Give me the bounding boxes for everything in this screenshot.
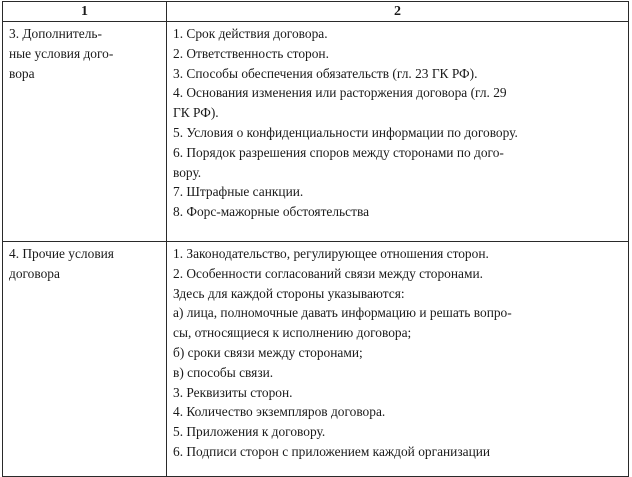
row-2-content-line: 5. Приложения к договору. xyxy=(173,424,326,440)
row-2-content-line: Здесь для каждой стороны указываются: xyxy=(173,285,405,301)
row-1-content-line: ГК РФ). xyxy=(173,105,219,121)
row-2-section-line: договора xyxy=(9,265,60,281)
row-1-content-line: 8. Форс-мажорные обстоятельства xyxy=(173,204,370,220)
row-1-section-line: ные условия дого- xyxy=(9,45,114,61)
row-1-content-line: 2. Ответственность сторон. xyxy=(173,45,329,61)
row-2-content-line: 4. Количество экземпляров договора. xyxy=(173,404,386,420)
header-col-2: 2 xyxy=(167,2,629,22)
row-2-section-line: 4. Прочие условия xyxy=(9,246,114,261)
row-2-content-line: 2. Особенности согласований связи между сторонами. xyxy=(173,265,483,281)
row-2-content-line: 1. Законодательство, регулирующее отношения сторон. xyxy=(173,246,489,261)
row-1-content-line: 3. Способы обеспечения обязательств (гл. 23 ГК РФ). xyxy=(173,65,478,81)
row-2-content-line: сы, относящиеся к исполнению договора; xyxy=(173,325,412,341)
row-2-content-cell xyxy=(167,242,629,477)
row-1-section-cell xyxy=(3,22,167,242)
row-2-content-line: в) способы связи. xyxy=(173,364,274,380)
row-2-content-line: б) сроки связи между сторонами; xyxy=(173,344,363,360)
row-1-section-line: вора xyxy=(9,65,35,81)
row-2-content-line: 3. Реквизиты сторон. xyxy=(173,384,293,400)
row-1-content-line: 6. Порядок разрешения споров между сторонами по дого- xyxy=(173,144,504,160)
table-row xyxy=(3,22,629,242)
row-1-content-line: 5. Условия о конфиденциальности информации по договору. xyxy=(173,124,518,140)
row-1-content-line: вору. xyxy=(173,164,202,180)
row-1-content-line: 1. Срок действия договора. xyxy=(173,26,328,41)
row-2-content-line: 6. Подписи сторон с приложением каждой организации xyxy=(173,443,491,459)
row-1-content-line: 7. Штрафные санкции. xyxy=(173,184,304,200)
row-2-section-cell xyxy=(3,242,167,477)
row-1-content-line: 4. Основания изменения или расторжения договора (гл. 29 xyxy=(173,85,507,101)
row-1-content-cell xyxy=(167,22,629,242)
header-row xyxy=(3,2,629,22)
row-2-content-line: а) лица, полномочные давать информацию и решать вопро- xyxy=(173,305,512,321)
contract-conditions-table xyxy=(2,1,629,477)
header-col-1: 1 xyxy=(3,2,167,22)
table-row xyxy=(3,242,629,477)
row-1-section-line: 3. Дополнитель- xyxy=(9,26,102,41)
